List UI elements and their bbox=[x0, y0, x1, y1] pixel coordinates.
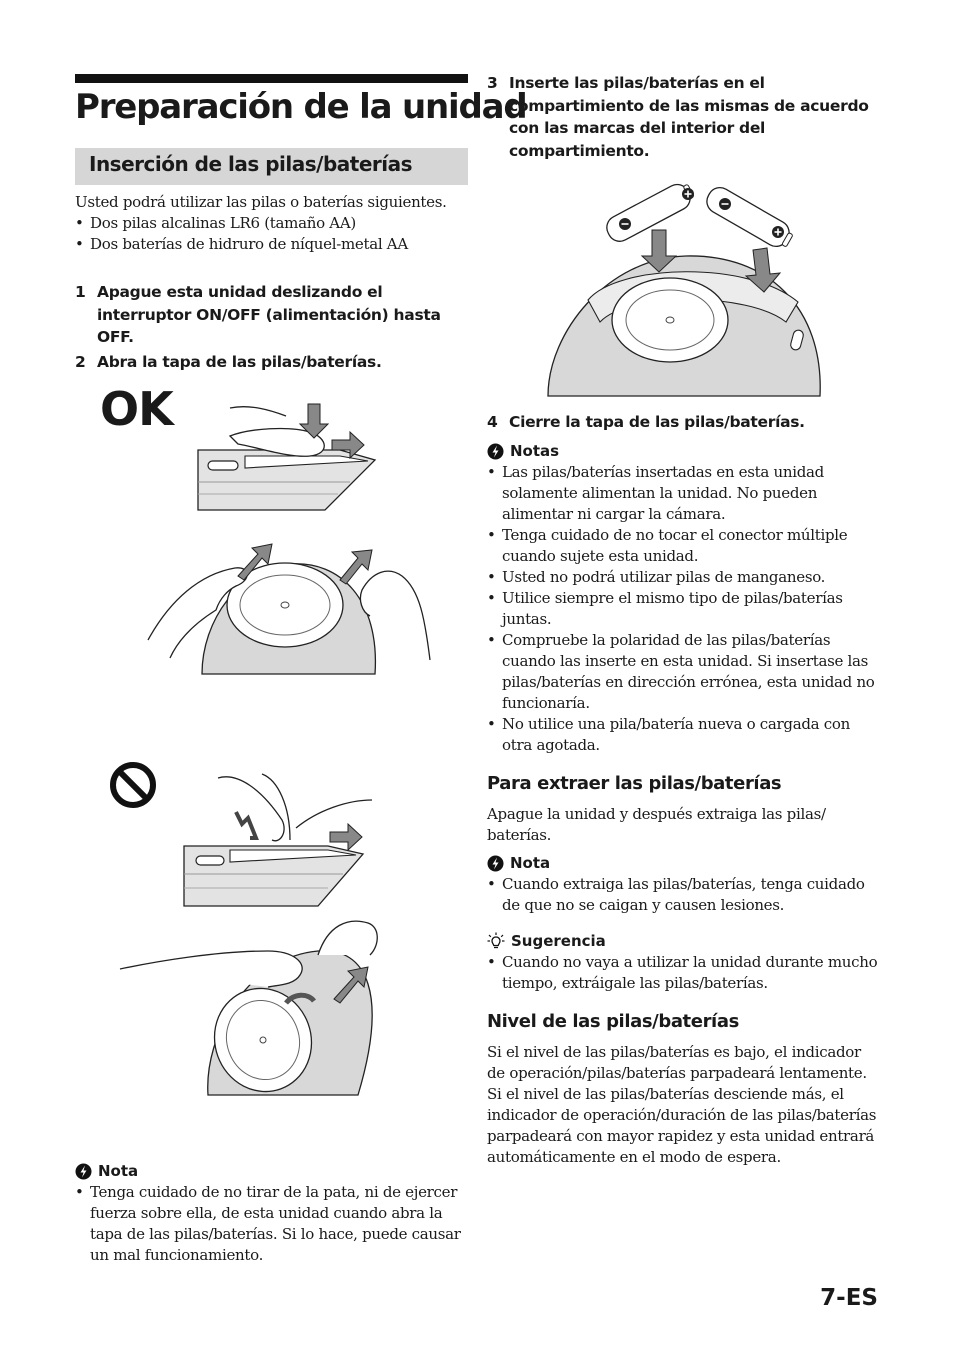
step-2-number: 2 bbox=[75, 353, 86, 371]
step-2-text: Abra la tapa de las pilas/baterías. bbox=[97, 353, 382, 371]
battery-1-minus-icon bbox=[619, 218, 631, 230]
intro-block bbox=[75, 192, 470, 255]
notes-bullet-5: • Compruebe la polaridad de las pilas/baterías cuando las inserte en esta unidad. Si insertase las pilas/baterías en dirección errónea, esta unidad no funcionaría. bbox=[487, 630, 882, 714]
extract-note-bullet-1: • Cuando extraiga las pilas/baterías, tenga cuidado de que no se caigan y causen lesiones. bbox=[487, 874, 877, 916]
left-note-bullet-1: • Tenga cuidado de no tirar de la pata, ni de ejercer fuerza sobre ella, de esta unidad cuando abra la tapa de las pilas/baterías. Si lo hace, puede causar un mal funcionamiento. bbox=[75, 1182, 470, 1266]
notes-list bbox=[487, 462, 882, 756]
left-note-list bbox=[75, 1182, 470, 1266]
step-4-number: 4 bbox=[487, 413, 498, 431]
notes-bullet-1: • Las pilas/baterías insertadas en esta unidad solamente alimentan la unidad. No pueden alimentar ni cargar la cámara. bbox=[487, 462, 882, 525]
notes-bullet-2: • Tenga cuidado de no tocar el conector múltiple cuando sujete esta unidad. bbox=[487, 525, 882, 567]
title-rule bbox=[75, 74, 468, 83]
step-3-number: 3 bbox=[487, 74, 498, 92]
notes-heading bbox=[487, 441, 559, 461]
step-3 bbox=[487, 72, 877, 162]
illustration-open-cover-correct-side bbox=[190, 398, 480, 516]
extract-note-title: Nota bbox=[510, 854, 551, 872]
hint-title: Sugerencia bbox=[511, 932, 606, 950]
note-icon bbox=[487, 443, 504, 460]
extract-text: Apague la unidad y después extraiga las pilas/ baterías. bbox=[487, 805, 826, 844]
prohibited-icon bbox=[108, 760, 158, 810]
level-paragraph-2: Si el nivel de las pilas/baterías desciende más, el indicador de operación/duración de las pilas/baterías parpadeará con mayor rapidez y esta unidad entrará automáticamente en el modo de espera. bbox=[487, 1085, 877, 1166]
battery-2-plus-icon bbox=[772, 226, 784, 238]
extract-heading: Para extraer las pilas/baterías bbox=[487, 773, 782, 794]
ok-label: OK bbox=[100, 382, 173, 436]
lightbulb-icon bbox=[487, 932, 505, 950]
extract-note-list bbox=[487, 874, 877, 916]
intro-bullet-1: • Dos pilas alcalinas LR6 (tamaño AA) bbox=[75, 213, 470, 234]
notes-title: Notas bbox=[510, 442, 560, 460]
step-1 bbox=[75, 281, 465, 349]
step-1-text: Apague esta unidad deslizando el interruptor ON/OFF (alimentación) hasta OFF. bbox=[97, 283, 441, 346]
level-text bbox=[487, 1042, 879, 1168]
hint-list bbox=[487, 952, 887, 994]
battery-1-plus-icon bbox=[682, 188, 694, 200]
hint-heading bbox=[487, 931, 606, 951]
note-icon bbox=[487, 855, 504, 872]
page-title: Preparación de la unidad bbox=[75, 87, 527, 127]
notes-bullet-6: • No utilice una pila/batería nueva o cargada con otra agotada. bbox=[487, 714, 882, 756]
battery-2-minus-icon bbox=[719, 198, 731, 210]
left-note-title: Nota bbox=[98, 1162, 139, 1180]
note-icon bbox=[75, 1163, 92, 1180]
step-2 bbox=[75, 351, 465, 374]
section-title: Inserción de las pilas/baterías bbox=[89, 152, 413, 176]
step-1-number: 1 bbox=[75, 283, 86, 301]
left-note-heading bbox=[75, 1161, 138, 1181]
step-4-text: Cierre la tapa de las pilas/baterías. bbox=[509, 413, 805, 431]
illustration-open-cover-correct-bottom bbox=[140, 540, 440, 680]
notes-bullet-3: • Usted no podrá utilizar pilas de manganeso. bbox=[487, 567, 882, 588]
section-header bbox=[75, 148, 468, 185]
notes-bullet-4: • Utilice siempre el mismo tipo de pilas/baterías juntas. bbox=[487, 588, 882, 630]
step-3-text: Inserte las pilas/baterías en el compartimiento de las mismas de acuerdo con las marcas del interior del compartimiento. bbox=[509, 74, 869, 160]
hint-bullet-1: • Cuando no vaya a utilizar la unidad durante mucho tiempo, extráigale las pilas/baterías. bbox=[487, 952, 887, 994]
extract-note-heading bbox=[487, 853, 550, 873]
intro-text: Usted podrá utilizar las pilas o baterías siguientes. bbox=[75, 193, 447, 211]
illustration-open-cover-wrong-side bbox=[178, 770, 478, 910]
illustration-insert-batteries bbox=[548, 172, 828, 396]
step-4 bbox=[487, 411, 877, 434]
page-number: 7-ES bbox=[820, 1285, 878, 1311]
illustration-open-cover-wrong-bottom bbox=[118, 915, 408, 1100]
level-heading: Nivel de las pilas/baterías bbox=[487, 1011, 739, 1032]
level-paragraph-1: Si el nivel de las pilas/baterías es bajo, el indicador de operación/pilas/baterías parpadeará lentamente. bbox=[487, 1043, 867, 1082]
intro-bullet-2: • Dos baterías de hidruro de níquel-metal AA bbox=[75, 234, 470, 255]
